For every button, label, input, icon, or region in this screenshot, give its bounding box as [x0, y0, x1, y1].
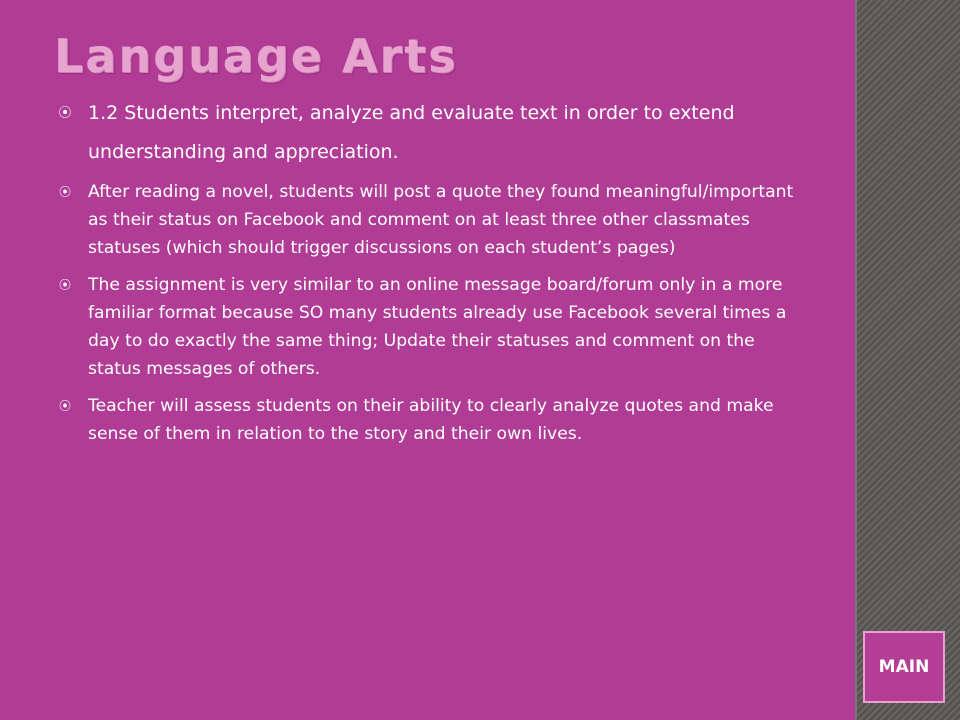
- side-panel: [855, 0, 960, 720]
- slide-content: [58, 94, 798, 457]
- bullet-text: The assignment is very similar to an online message board/forum only in a more familiar format because SO many students already use Facebook several times a day to do exactly the same thing; Update their statuses and comment on the status messages of others.: [88, 275, 787, 379]
- bullet-icon: ⦿: [58, 278, 71, 292]
- bullet-item: [58, 178, 798, 262]
- bullet-icon: ⦿: [58, 106, 72, 121]
- main-button[interactable]: MAIN: [863, 631, 945, 703]
- slide-title: Language Arts: [54, 29, 458, 83]
- bullet-icon: ⦿: [58, 185, 71, 199]
- bullet-item: [58, 392, 798, 448]
- standard-number: 1.2: [88, 102, 119, 124]
- bullet-text: After reading a novel, students will post a quote they found meaningful/important as their status on Facebook and comment on at least three other classmates statuses (which should trigger discussions on each student’s pages): [88, 182, 794, 258]
- standard-point: [58, 94, 798, 172]
- standard-text: Students interpret, analyze and evaluate text in order to extend understanding and appreciation.: [88, 102, 735, 163]
- bullet-text: Teacher will assess students on their ability to clearly analyze quotes and make sense of them in relation to the story and their own lives.: [88, 396, 774, 444]
- bullet-icon: ⦿: [58, 399, 71, 413]
- bullet-item: [58, 271, 798, 383]
